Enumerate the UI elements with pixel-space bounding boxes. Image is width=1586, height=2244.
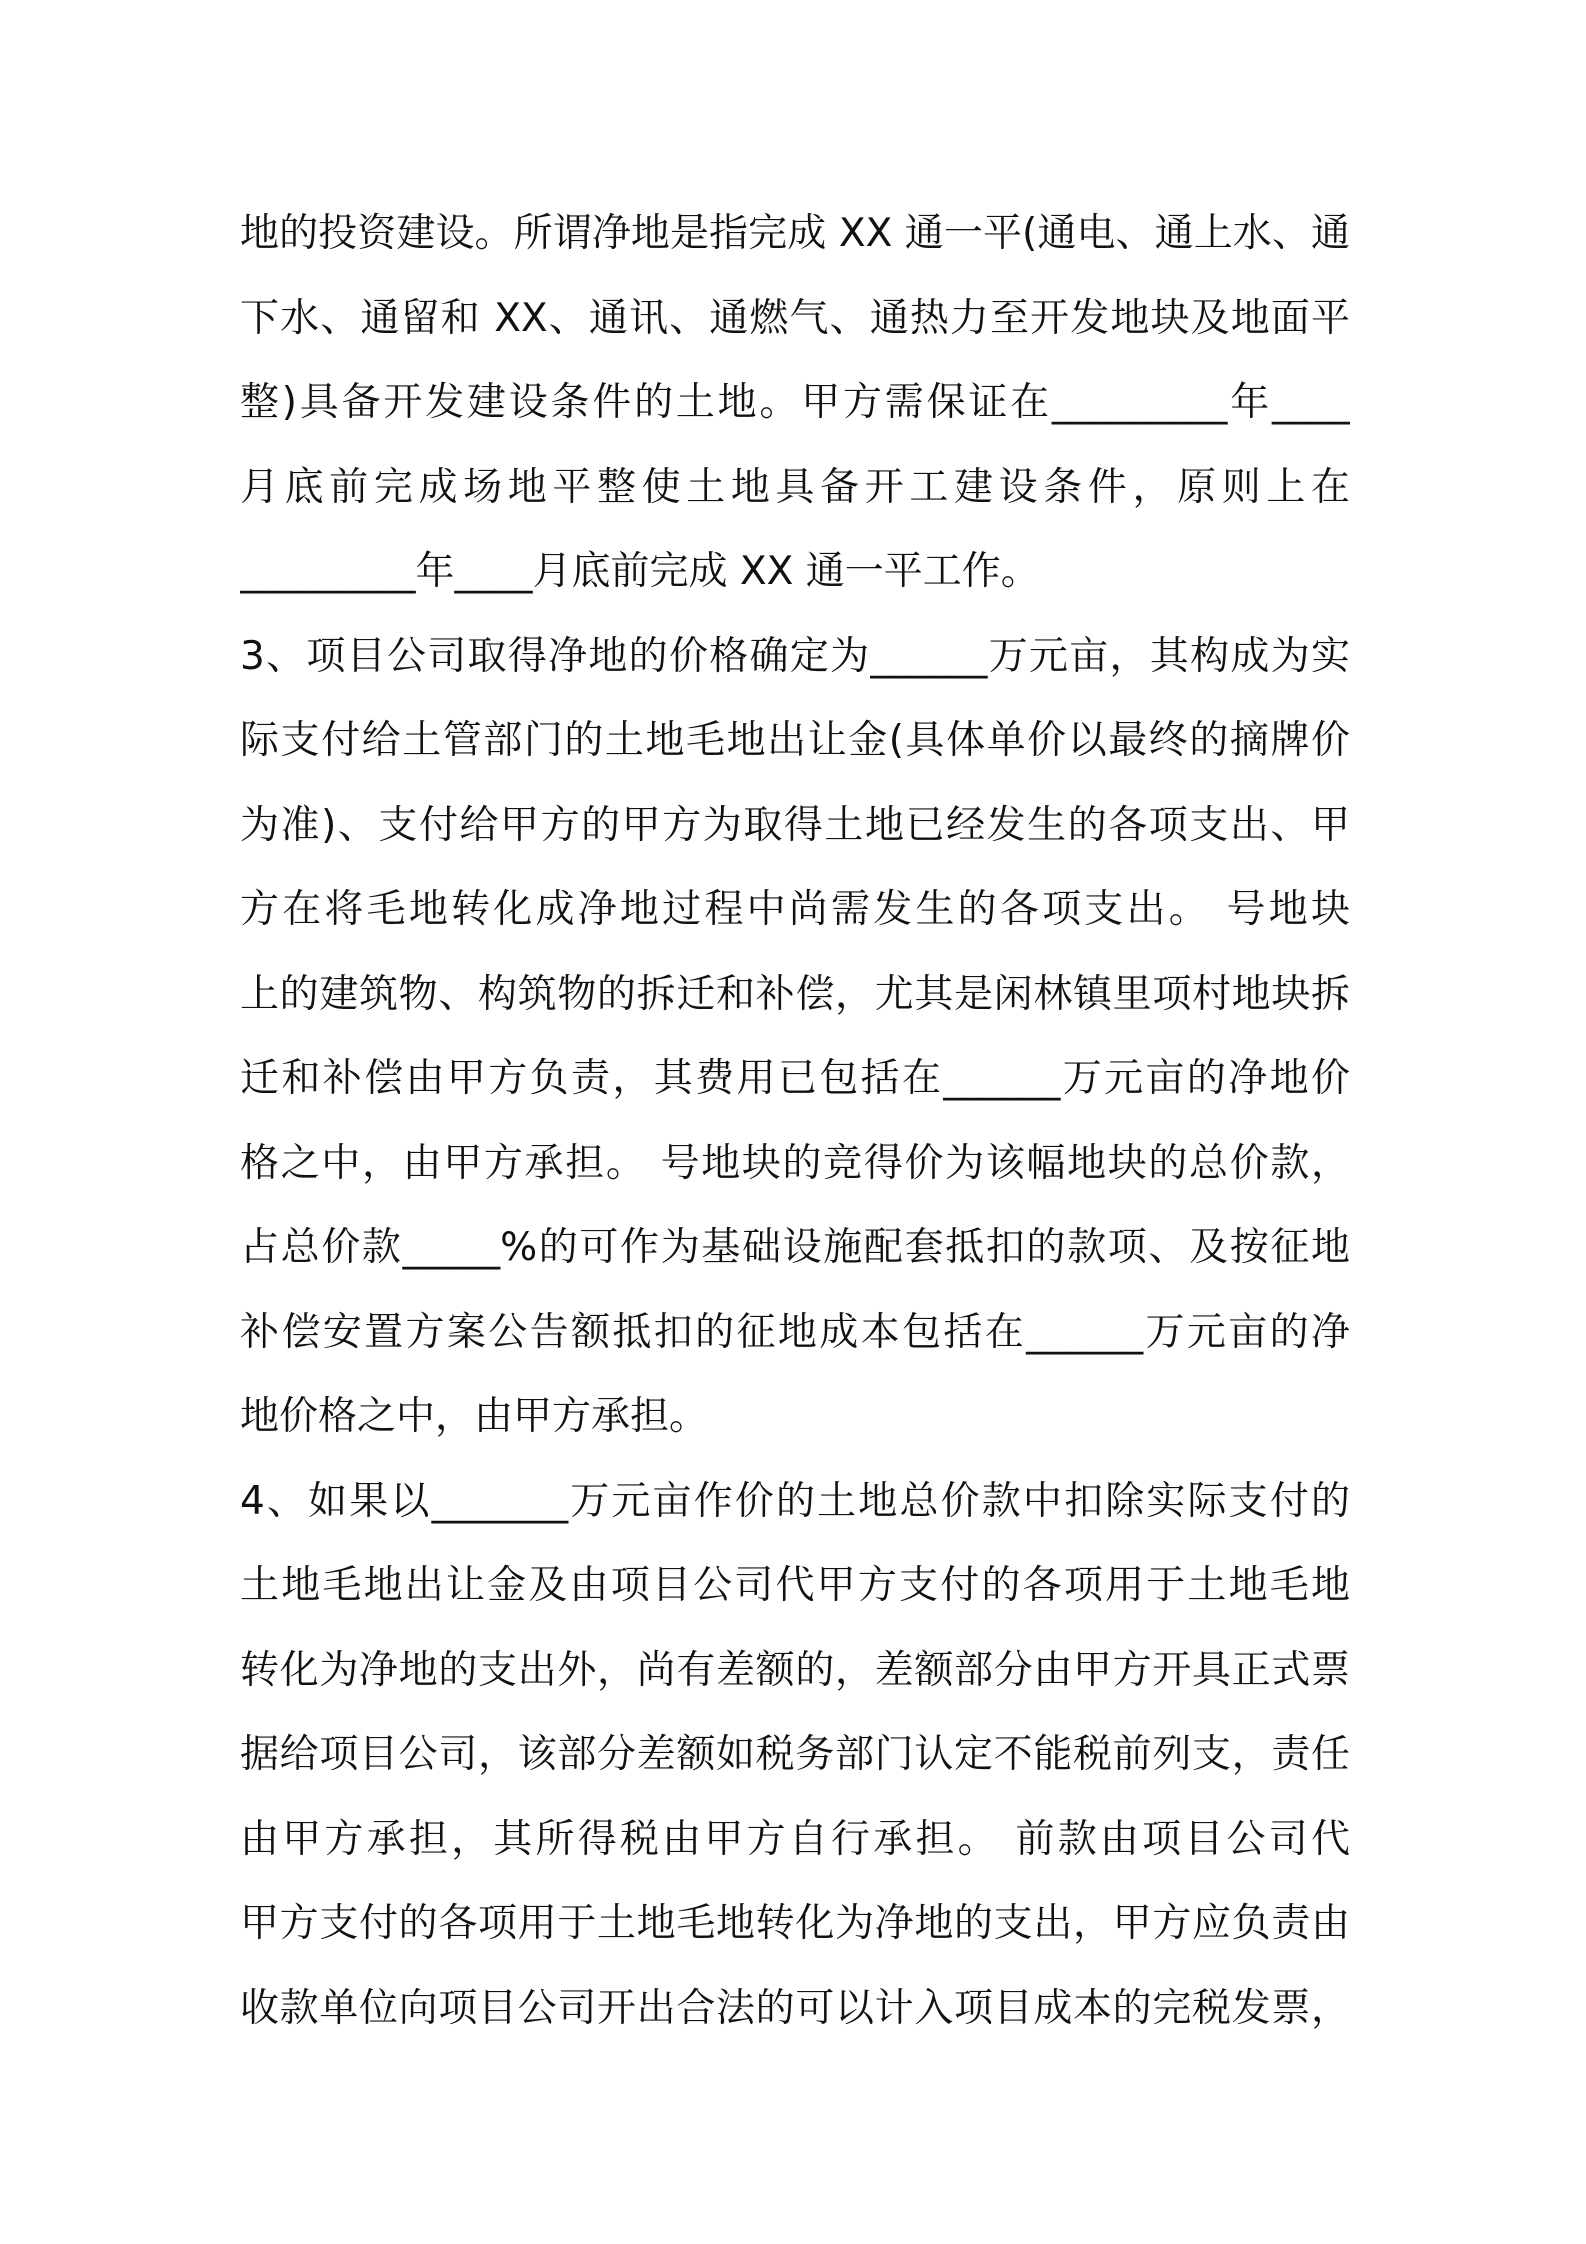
text-line-7: 际支付给土管部门的土地毛地出让金(具体单价以最终的摘牌价 [240,718,1350,763]
text-line-13: 占总价款_____%的可作为基础设施配套抵扣的款项、及按征地 [240,1225,1350,1270]
text-line-14: 补偿安置方案公告额抵扣的征地成本包括在______万元亩的净 [240,1309,1350,1355]
text-line-1: 地的投资建设。所谓净地是指完成 XX 通一平(通电、通上水、通 [240,211,1350,256]
text-line-16: 4、如果以_______万元亩作价的土地总价款中扣除实际支付的 [240,1478,1350,1524]
text-line-11: 迁和补偿由甲方负责，其费用已包括在______万元亩的净地价 [240,1056,1350,1101]
text-line-21: 甲方支付的各项用于土地毛地转化为净地的支出，甲方应负责由 [240,1901,1350,1946]
text-line-4: 月底前完成场地平整使土地具备开工建设条件，原则上在 [240,464,1350,510]
text-line-2: 下水、通留和 XX、通讯、通燃气、通热力至开发地块及地面平 [240,295,1350,341]
text-line-18: 转化为净地的支出外，尚有差额的，差额部分由甲方开具正式票 [240,1647,1350,1693]
text-line-19: 据给项目公司，该部分差额如税务部门认定不能税前列支，责任 [240,1732,1350,1777]
text-line-9: 方在将毛地转化成净地过程中尚需发生的各项支出。 号地块 [240,887,1350,932]
text-line-10: 上的建筑物、构筑物的拆迁和补偿，尤其是闲林镇里项村地块拆 [240,971,1350,1017]
text-line-3: 整)具备开发建设条件的土地。甲方需保证在_________年____ [240,380,1350,425]
text-line-12: 格之中，由甲方承担。 号地块的竞得价为该幅地块的总价款， [240,1140,1350,1186]
text-line-8: 为准)、支付给甲方的甲方为取得土地已经发生的各项支出、甲 [240,802,1350,848]
contract-text [240,192,1350,2051]
text-line-20: 由甲方承担，其所得税由甲方自行承担。 前款由项目公司代 [240,1816,1350,1862]
text-line-22: 收款单位向项目公司开出合法的可以计入项目成本的完税发票， [240,1985,1350,2031]
text-line-5: _________年____月底前完成 XX 通一平工作。 [240,549,1040,594]
text-line-17: 土地毛地出让金及由项目公司代甲方支付的各项用于土地毛地 [240,1563,1350,1608]
text-line-15: 地价格之中，由甲方承担。 [240,1394,709,1439]
text-line-6: 3、项目公司取得净地的价格确定为______万元亩，其构成为实 [240,633,1350,679]
